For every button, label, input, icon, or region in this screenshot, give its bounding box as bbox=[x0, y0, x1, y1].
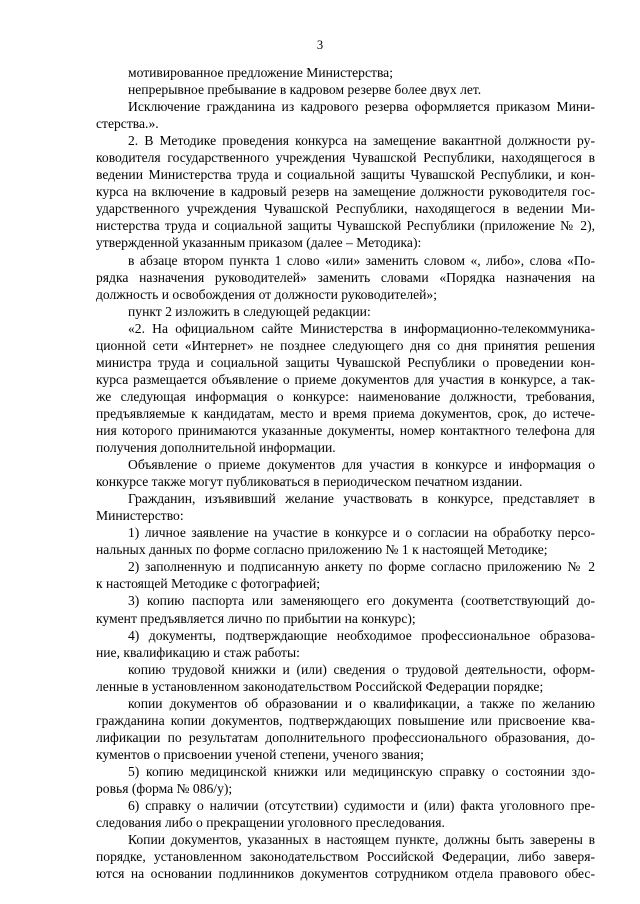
text-line: копию трудовой книжки и (или) сведения о трудовой деятельности, оформ- bbox=[128, 661, 595, 677]
text-line: «2. На официальном сайте Министерства в информационно-телекоммуника- bbox=[128, 320, 595, 336]
text-line: утвержденной указанным приказом (далее – Методика): bbox=[96, 235, 422, 251]
text-line: пункт 2 изложить в следующей редакции: bbox=[128, 303, 371, 319]
text-line: к настоящей Методике с фотографией; bbox=[96, 576, 321, 592]
text-line: 4) документы, подтверждающие необходимое профессиональное образова- bbox=[128, 627, 595, 643]
text-line: Исключение гражданина из кадрового резерва оформляется приказом Мини- bbox=[128, 99, 595, 115]
text-line: конкурсе также могут публиковаться в периодическом печатном издании. bbox=[96, 474, 523, 490]
text-line: копии документов об образовании и о квалификации, а также по желанию bbox=[128, 695, 595, 711]
text-line: следования либо о прекращении уголовного преследования. bbox=[96, 815, 445, 831]
text-line: 3) копию паспорта или заменяющего его документа (соответствующий до- bbox=[128, 593, 595, 609]
text-line: ленные в установленном законодательством Российской Федерации порядке; bbox=[96, 678, 544, 694]
text-line: ровья (форма № 086/у); bbox=[96, 780, 233, 796]
text-line: курса размещается объявление о приеме документов для участия в конкурсе, а так- bbox=[96, 371, 595, 387]
text-line: порядке, установленном законодательством Российской Федерации, либо заверя- bbox=[96, 849, 595, 865]
text-line: кумент предъявляется лично по прибытии на конкурс); bbox=[96, 610, 416, 626]
text-line: ния которого принимаются указанные документы, номер контактного телефона для bbox=[96, 422, 595, 438]
text-line: в абзаце втором пункта 1 слово «или» заменить словом «, либо», слова «По- bbox=[128, 252, 595, 268]
text-line: ударственного учреждения Чувашской Республики, находящегося в ведении Ми- bbox=[96, 201, 595, 217]
text-line: рядка назначения руководителей» заменить словами «Порядка назначения на bbox=[96, 269, 595, 285]
text-line: же следующая информация о конкурсе: наименование должности, требования, bbox=[96, 388, 595, 404]
text-line: мотивированное предложение Министерства; bbox=[128, 65, 393, 80]
text-line: кументов о присвоении ученой степени, ученого звания; bbox=[96, 746, 424, 762]
text-line: курса на включение в кадровый резерв на замещение должности руководителя гос- bbox=[96, 184, 595, 200]
text-line: 2. В Методике проведения конкурса на замещение вакантной должности ру- bbox=[128, 133, 595, 149]
text-line: ционной сети «Интернет» не позднее следующего дня со дня принятия решения bbox=[96, 337, 595, 353]
text-line: 1) личное заявление на участие в конкурсе и о согласии на обработку персо- bbox=[128, 525, 595, 541]
text-line: 5) копию медицинской книжки или медицинскую справку о состоянии здо- bbox=[128, 763, 595, 779]
text-line: гражданина копии документов, подтверждающих повышение или присвоение ква- bbox=[96, 712, 595, 728]
text-line: ются на основании подлинников документов сотрудником отдела правового обес- bbox=[96, 866, 595, 882]
text-line: лификации по результатам дополнительного профессионального образования, до- bbox=[96, 729, 595, 745]
text-line: Объявление о приеме документов для участия в конкурсе и информация о bbox=[128, 457, 595, 473]
text-line: ние, квалификацию и стаж работы: bbox=[96, 644, 300, 660]
text-line: Гражданин, изъявивший желание участвовать в конкурсе, представляет в bbox=[128, 491, 595, 507]
document-body bbox=[96, 64, 595, 882]
page-number: 3 bbox=[316, 38, 324, 52]
text-line: нальных данных по форме согласно приложению № 1 к настоящей Методике; bbox=[96, 542, 548, 558]
text-line: ведении Министерства труда и социальной защиты Чувашской Республики, и кон- bbox=[96, 167, 595, 183]
text-line: Копии документов, указанных в настоящем пункте, должны быть заверены в bbox=[128, 832, 595, 848]
text-line: 2) заполненную и подписанную анкету по форме согласно приложению № 2 bbox=[128, 559, 595, 575]
text-line: 6) справку о наличии (отсутствии) судимости и (или) факта уголовного пре- bbox=[128, 798, 595, 814]
text-line: ководителя государственного учреждения Чувашской Республики, находящегося в bbox=[96, 150, 595, 166]
text-line: стерства.». bbox=[96, 116, 159, 132]
text-line: нистерства труда и социальной защиты Чувашской Республики (приложение № 2), bbox=[96, 218, 595, 234]
text-line: министра труда и социальной защиты Чувашской Республики о проведении кон- bbox=[96, 354, 595, 370]
text-line: предъявляемые к кандидатам, место и время приема документов, срок, до истече- bbox=[96, 405, 595, 421]
text-line: Министерство: bbox=[96, 508, 184, 524]
text-line: непрерывное пребывание в кадровом резерве более двух лет. bbox=[128, 82, 482, 98]
text-line: должность и освобождения от должности руководителей»; bbox=[96, 286, 437, 302]
text-line: получения дополнительной информации. bbox=[96, 440, 336, 456]
